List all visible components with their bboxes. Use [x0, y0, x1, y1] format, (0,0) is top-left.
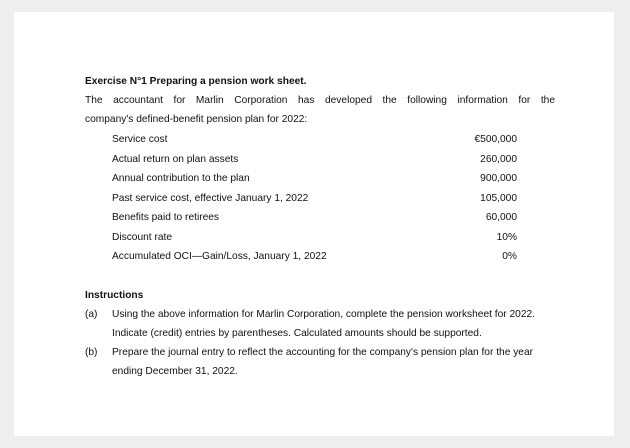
instruction-label: (a): [85, 308, 98, 320]
data-row-past-service-cost: [112, 189, 555, 209]
intro-line-2: company's defined-benefit pension plan for 2022:: [85, 114, 308, 125]
row-label: Actual return on plan assets: [112, 153, 239, 165]
row-value: 260,000: [480, 153, 517, 165]
row-label: Benefits paid to retirees: [112, 212, 220, 223]
row-value: 0%: [502, 251, 517, 262]
data-row-annual-contribution: [112, 169, 555, 189]
data-list: [112, 130, 555, 267]
row-value: 10%: [496, 231, 517, 243]
row-value: 60,000: [485, 212, 517, 223]
exercise-intro: [85, 91, 555, 129]
data-row-actual-return: [112, 150, 555, 170]
instruction-label: (b): [85, 346, 98, 358]
instruction-text: Using the above information for Marlin Corporation, complete the pension worksheet for 2022. Indicate (credit) entries by parentheses. Calculated amounts should be supported.: [112, 308, 536, 339]
row-label: Past service cost, effective January 1, 2022: [112, 192, 309, 204]
instruction-text: Prepare the journal entry to reflect the accounting for the company's pension plan for the year ending December 31, 2022.: [112, 346, 534, 377]
instruction-item-a: [85, 305, 555, 343]
row-value: 900,000: [480, 173, 517, 184]
exercise-content: [85, 72, 555, 381]
exercise-title: Exercise N°1 Preparing a pension work sheet.: [85, 76, 307, 87]
instruction-item-b: [85, 343, 555, 381]
row-value: 105,000: [480, 192, 517, 204]
document-page: [14, 12, 614, 436]
data-row-accumulated-oci: [112, 247, 555, 267]
row-value: €500,000: [474, 134, 517, 145]
row-label: Service cost: [112, 134, 168, 145]
data-row-discount-rate: [112, 228, 555, 248]
instructions-heading: Instructions: [85, 289, 144, 301]
data-row-benefits-paid: [112, 208, 555, 228]
row-label: Accumulated OCI—Gain/Loss, January 1, 2022: [112, 251, 327, 262]
data-row-service-cost: [112, 130, 555, 150]
row-label: Annual contribution to the plan: [112, 173, 250, 184]
intro-line-1: The accountant for Marlin Corporation has developed the following information for the: [85, 95, 555, 106]
row-label: Discount rate: [112, 231, 173, 243]
